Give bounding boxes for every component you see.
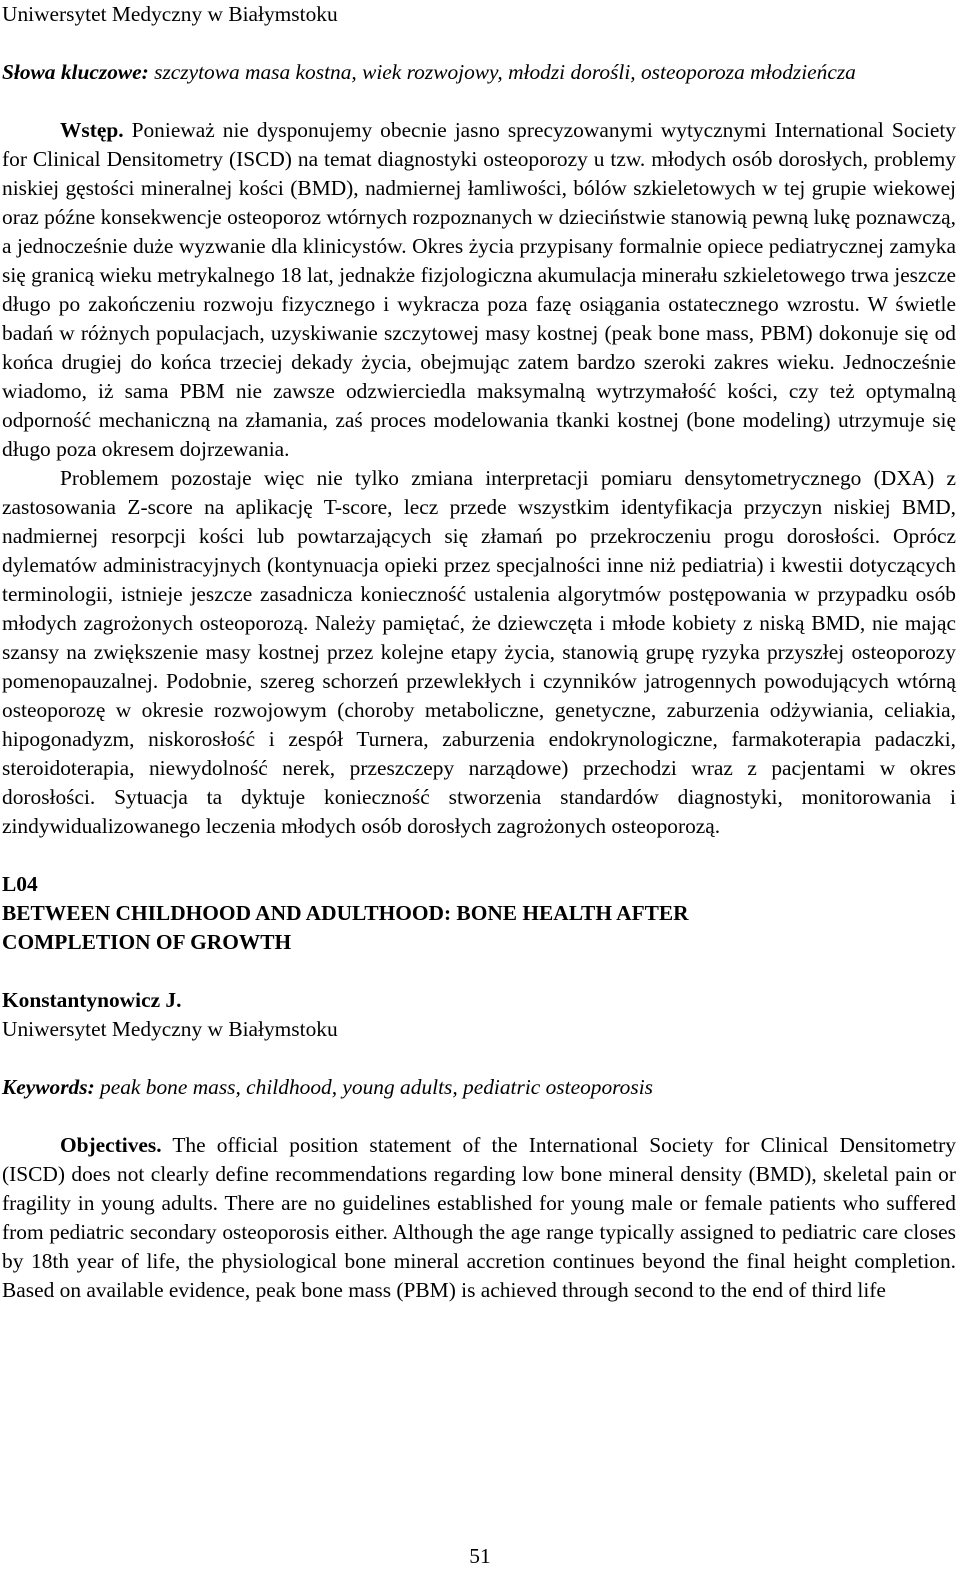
spacer — [2, 957, 956, 986]
abstract-objectives-label: Objectives. — [60, 1133, 162, 1157]
spacer — [2, 841, 956, 870]
spacer — [2, 1102, 956, 1131]
prev-intro-paragraph — [2, 116, 956, 464]
abstract-keywords-text: peak bone mass, childhood, young adults, pediatric osteoporosis — [94, 1075, 653, 1099]
prev-intro-text: Ponieważ nie dysponujemy obecnie jasno sprecyzowanymi wytycznymi International Society for Clinical Densitometry (ISCD) na temat diagnostyki osteoporozy u tzw. młodych osób dorosłych, problemy niskiej gęstości mineralnej kości (BMD), nadmiernej łamliwości, bólów szkieletowych w tej grupie wiekowej oraz późne konsekwencje osteoporoz wtórnych rozpoznanych w dzieciństwie stanowią pewną lukę poznawczą, a jednocześnie duże wyzwanie dla klinicystów. Okres życia przypisany formalnie opiece pediatrycznej zamyka się granicą wieku metrykalnego 18 lat, jednakże fizjologiczna akumulacja minerału szkieletowego trwa jeszcze długo po zakończeniu rozwoju fizycznego i wykracza poza fazę osiągania ostatecznego wzrostu. W świetle badań w różnych populacjach, uzyskiwanie szczytowej masy kostnej (peak bone mass, PBM) dokonuje się od końca drugiej do końca trzeciej dekady życia, obejmując zatem bardzo szeroki zakres wieku. Jednocześnie wiadomo, iż sama PBM nie zawsze odzwierciedla maksymalną wytrzymałość kości, czy też optymalną odporność mechaniczną na złamania, zaś proces modelowania tkanki kostnej (bone modeling) utrzymuje się długo poza okresem dojrzewania. — [2, 118, 956, 461]
spacer — [2, 1044, 956, 1073]
prev-intro-label: Wstęp. — [60, 118, 124, 142]
abstract-keywords-label: Keywords: — [2, 1075, 95, 1099]
abstract-objectives-text: The official position statement of the International Society for Clinical Densitometry (ISCD) does not clearly define recommendations regarding low bone mineral density (BMD), skeletal pain or fragility in young adults. There are no guidelines established for young male or female patients who suffered from pediatric secondary osteoporosis either. Although the age range typically assigned to pediatric care closes by 18th year of life, the physiological bone mineral accretion continues beyond the final height completion. Based on available evidence, peak bone mass (PBM) is achieved through second to the end of third life — [2, 1133, 956, 1302]
abstract-objectives-paragraph — [2, 1131, 956, 1305]
page-number: 51 — [469, 1544, 491, 1568]
spacer — [2, 29, 956, 58]
abstract-title-line2: COMPLETION OF GROWTH — [2, 930, 292, 954]
spacer — [2, 87, 956, 116]
abstract-affiliation: Uniwersytet Medyczny w Białymstoku — [2, 1017, 338, 1041]
prev-problem-paragraph: Problemem pozostaje więc nie tylko zmiana interpretacji pomiaru densytometrycznego (DXA) z zastosowania Z-score na aplikację T-score, lecz przede wszystkim identyfikacja przyczyn niskiej BMD, nadmiernej resorpcji kości lub powtarzających się złamań po przekroczeniu progu dorosłości. Oprócz dylematów administracyjnych (kontynuacja opieki przez specjalności inne niż pediatria) i kwestii dotyczących terminologii, istnieje jeszcze zasadnicza konieczność ustalenia algorytmów postępowania w przypadku osób młodych zagrożonych osteoporozą. Należy pamiętać, że dziewczęta i młode kobiety z niską BMD, nie mając szansy na zwiększenie masy kostnej przez kolejne etapy życia, stanowią grupę ryzyka przyszłej osteoporozy pomenopauzalnej. Podobnie, szereg schorzeń przewlekłych i czynników jatrogennych powodujących wtórną osteoporozę w okresie rozwojowym (choroby metaboliczne, genetyczne, zaburzenia odżywiania, celiakia, hipogonadyzm, niskorosłość i zespół Turnera, zaburzenia endokrynologiczne, farmakoterapia padaczki, steroidoterapia, niewydolność nerek, przeszczepy narządowe) przechodzi wraz z pacjentami w okres dorosłości. Sytuacja ta dyktuje konieczność stworzenia standardów diagnostyki, monitorowania i zindywidualizowanego leczenia młodych osób dorosłych zagrożonych osteoporozą. — [2, 466, 956, 838]
abstract-author: Konstantynowicz J. — [2, 988, 182, 1012]
prev-keywords-text: szczytowa masa kostna, wiek rozwojowy, młodzi dorośli, osteoporoza młodzieńcza — [148, 60, 856, 84]
document-page — [2, 0, 956, 1305]
prev-affiliation: Uniwersytet Medyczny w Białymstoku — [2, 2, 338, 26]
prev-keywords — [2, 58, 956, 87]
abstract-keywords — [2, 1073, 956, 1102]
abstract-code: L04 — [2, 872, 38, 896]
abstract-title-line1: BETWEEN CHILDHOOD AND ADULTHOOD: BONE HEALTH AFTER — [2, 901, 689, 925]
prev-keywords-label: Słowa kluczowe: — [2, 60, 149, 84]
